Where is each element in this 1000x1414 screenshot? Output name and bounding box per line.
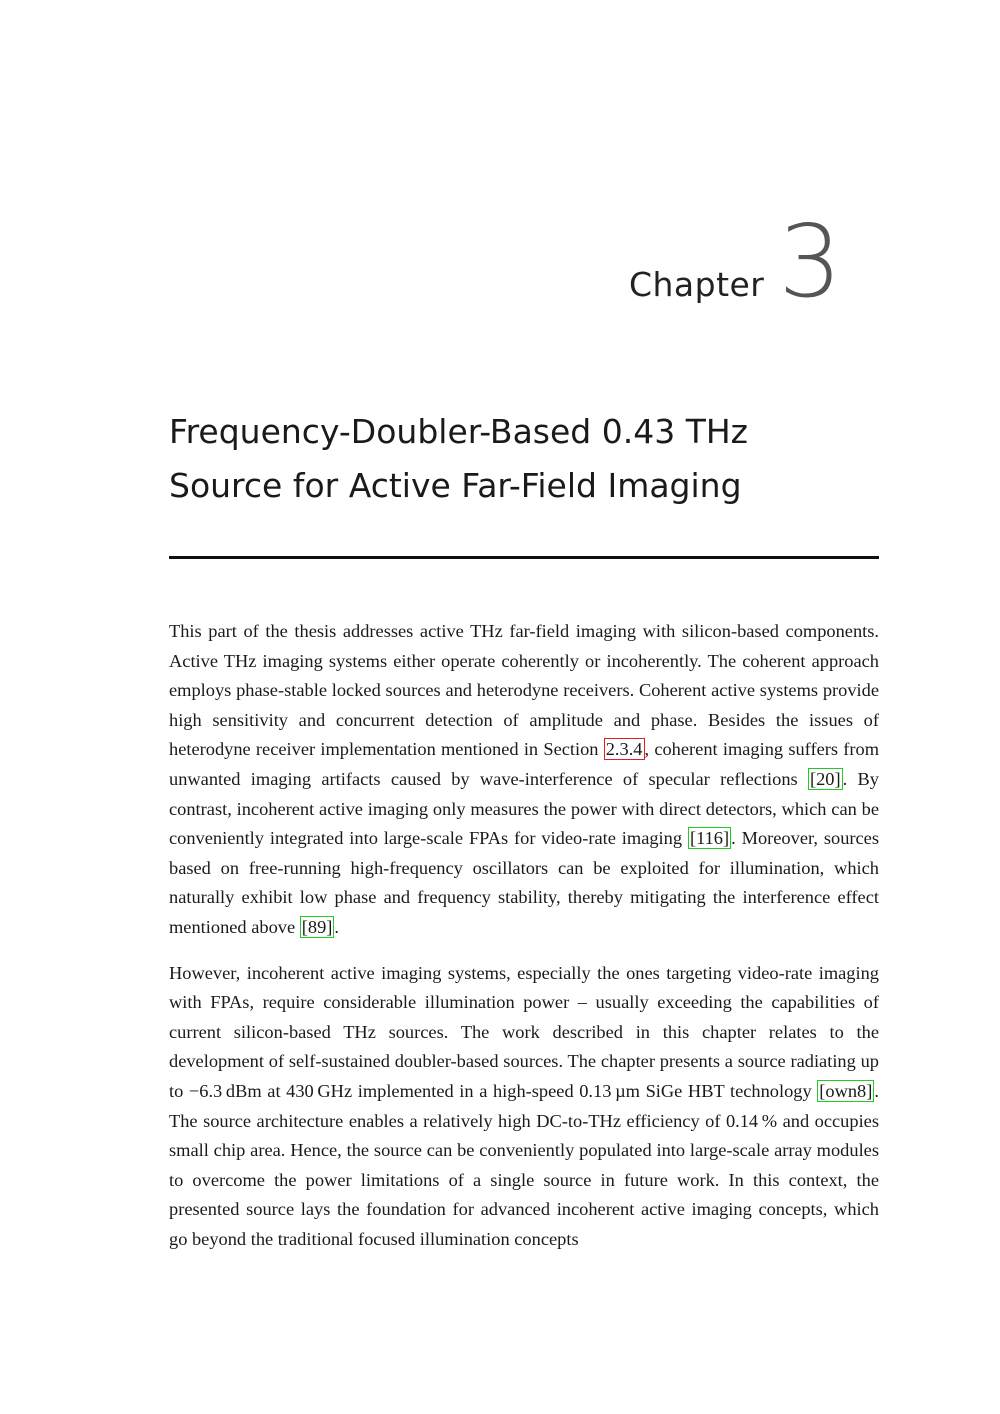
chapter-number: 3 bbox=[778, 203, 842, 320]
citation-link-116[interactable]: [116] bbox=[689, 828, 730, 849]
body-text bbox=[169, 617, 879, 1270]
chapter-heading bbox=[628, 203, 842, 320]
chapter-title-line-2: Source for Active Far-Field Imaging bbox=[169, 466, 742, 505]
paragraph-1-text-1: This part of the thesis addresses active THz far-field imaging with silicon-based components. Active THz imaging systems either operate coherently or incoherently. The coherent approach employs phase-stable locked sources and heterodyne receivers. Coherent active systems provide high sensitivity and concurrent detection of amplitude and phase. Besides the issues of heterodyne receiver implementation mentioned in Section bbox=[169, 621, 879, 760]
paragraph-1-text-5: . bbox=[334, 916, 339, 937]
chapter-label: Chapter bbox=[628, 265, 765, 304]
paragraph-2-text-1: However, incoherent active imaging systems, especially the ones targeting video-rate imaging with FPAs, require considerable illumination power – usually exceeding the capabilities of current silicon-based THz sources. The work described in this chapter relates to the development of self-sustained doubler-based sources. The chapter presents a source radiating up to −6.3 dBm at 430 GHz implemented in a high-speed 0.13 µm SiGe HBT technology bbox=[169, 962, 879, 1101]
citation-link-20[interactable]: [20] bbox=[809, 768, 841, 789]
section-link-2-3-4[interactable]: 2.3.4 bbox=[605, 739, 643, 760]
paragraph-2-text-2: . The source architecture enables a relatively high DC-to-THz efficiency of 0.14 % and occupies small chip area. Hence, the source can be conveniently populated into large-scale array modules to overcome the power limitations of a single source in future work. In this context, the presented source lays the foundation for advanced incoherent active imaging concepts, which go beyond the traditional focused illumination concepts bbox=[169, 1080, 879, 1249]
paragraph-1-text-2: , coherent imaging suffers from unwanted imaging artifacts caused by wave-interference of specular reflections bbox=[169, 739, 879, 789]
paragraph-1-text-3: . By contrast, incoherent active imaging only measures the power with direct detectors, which can be conveniently integrated into large-scale FPAs for video-rate imaging bbox=[169, 768, 879, 849]
chapter-title bbox=[169, 405, 879, 513]
citation-link-own8[interactable]: [own8] bbox=[819, 1080, 873, 1101]
title-rule bbox=[169, 556, 879, 559]
chapter-title-line-1: Frequency-Doubler-Based 0.43 THz bbox=[169, 412, 748, 451]
paragraph-1-text-4: . Moreover, sources based on free-running high-frequency oscillators can be exploited for illumination, which naturally exhibit low phase and frequency stability, thereby mitigating the interference effect mentioned above bbox=[169, 828, 879, 937]
paragraph-1 bbox=[169, 617, 879, 943]
paragraph-2 bbox=[169, 959, 879, 1255]
citation-link-89[interactable]: [89] bbox=[301, 916, 333, 937]
